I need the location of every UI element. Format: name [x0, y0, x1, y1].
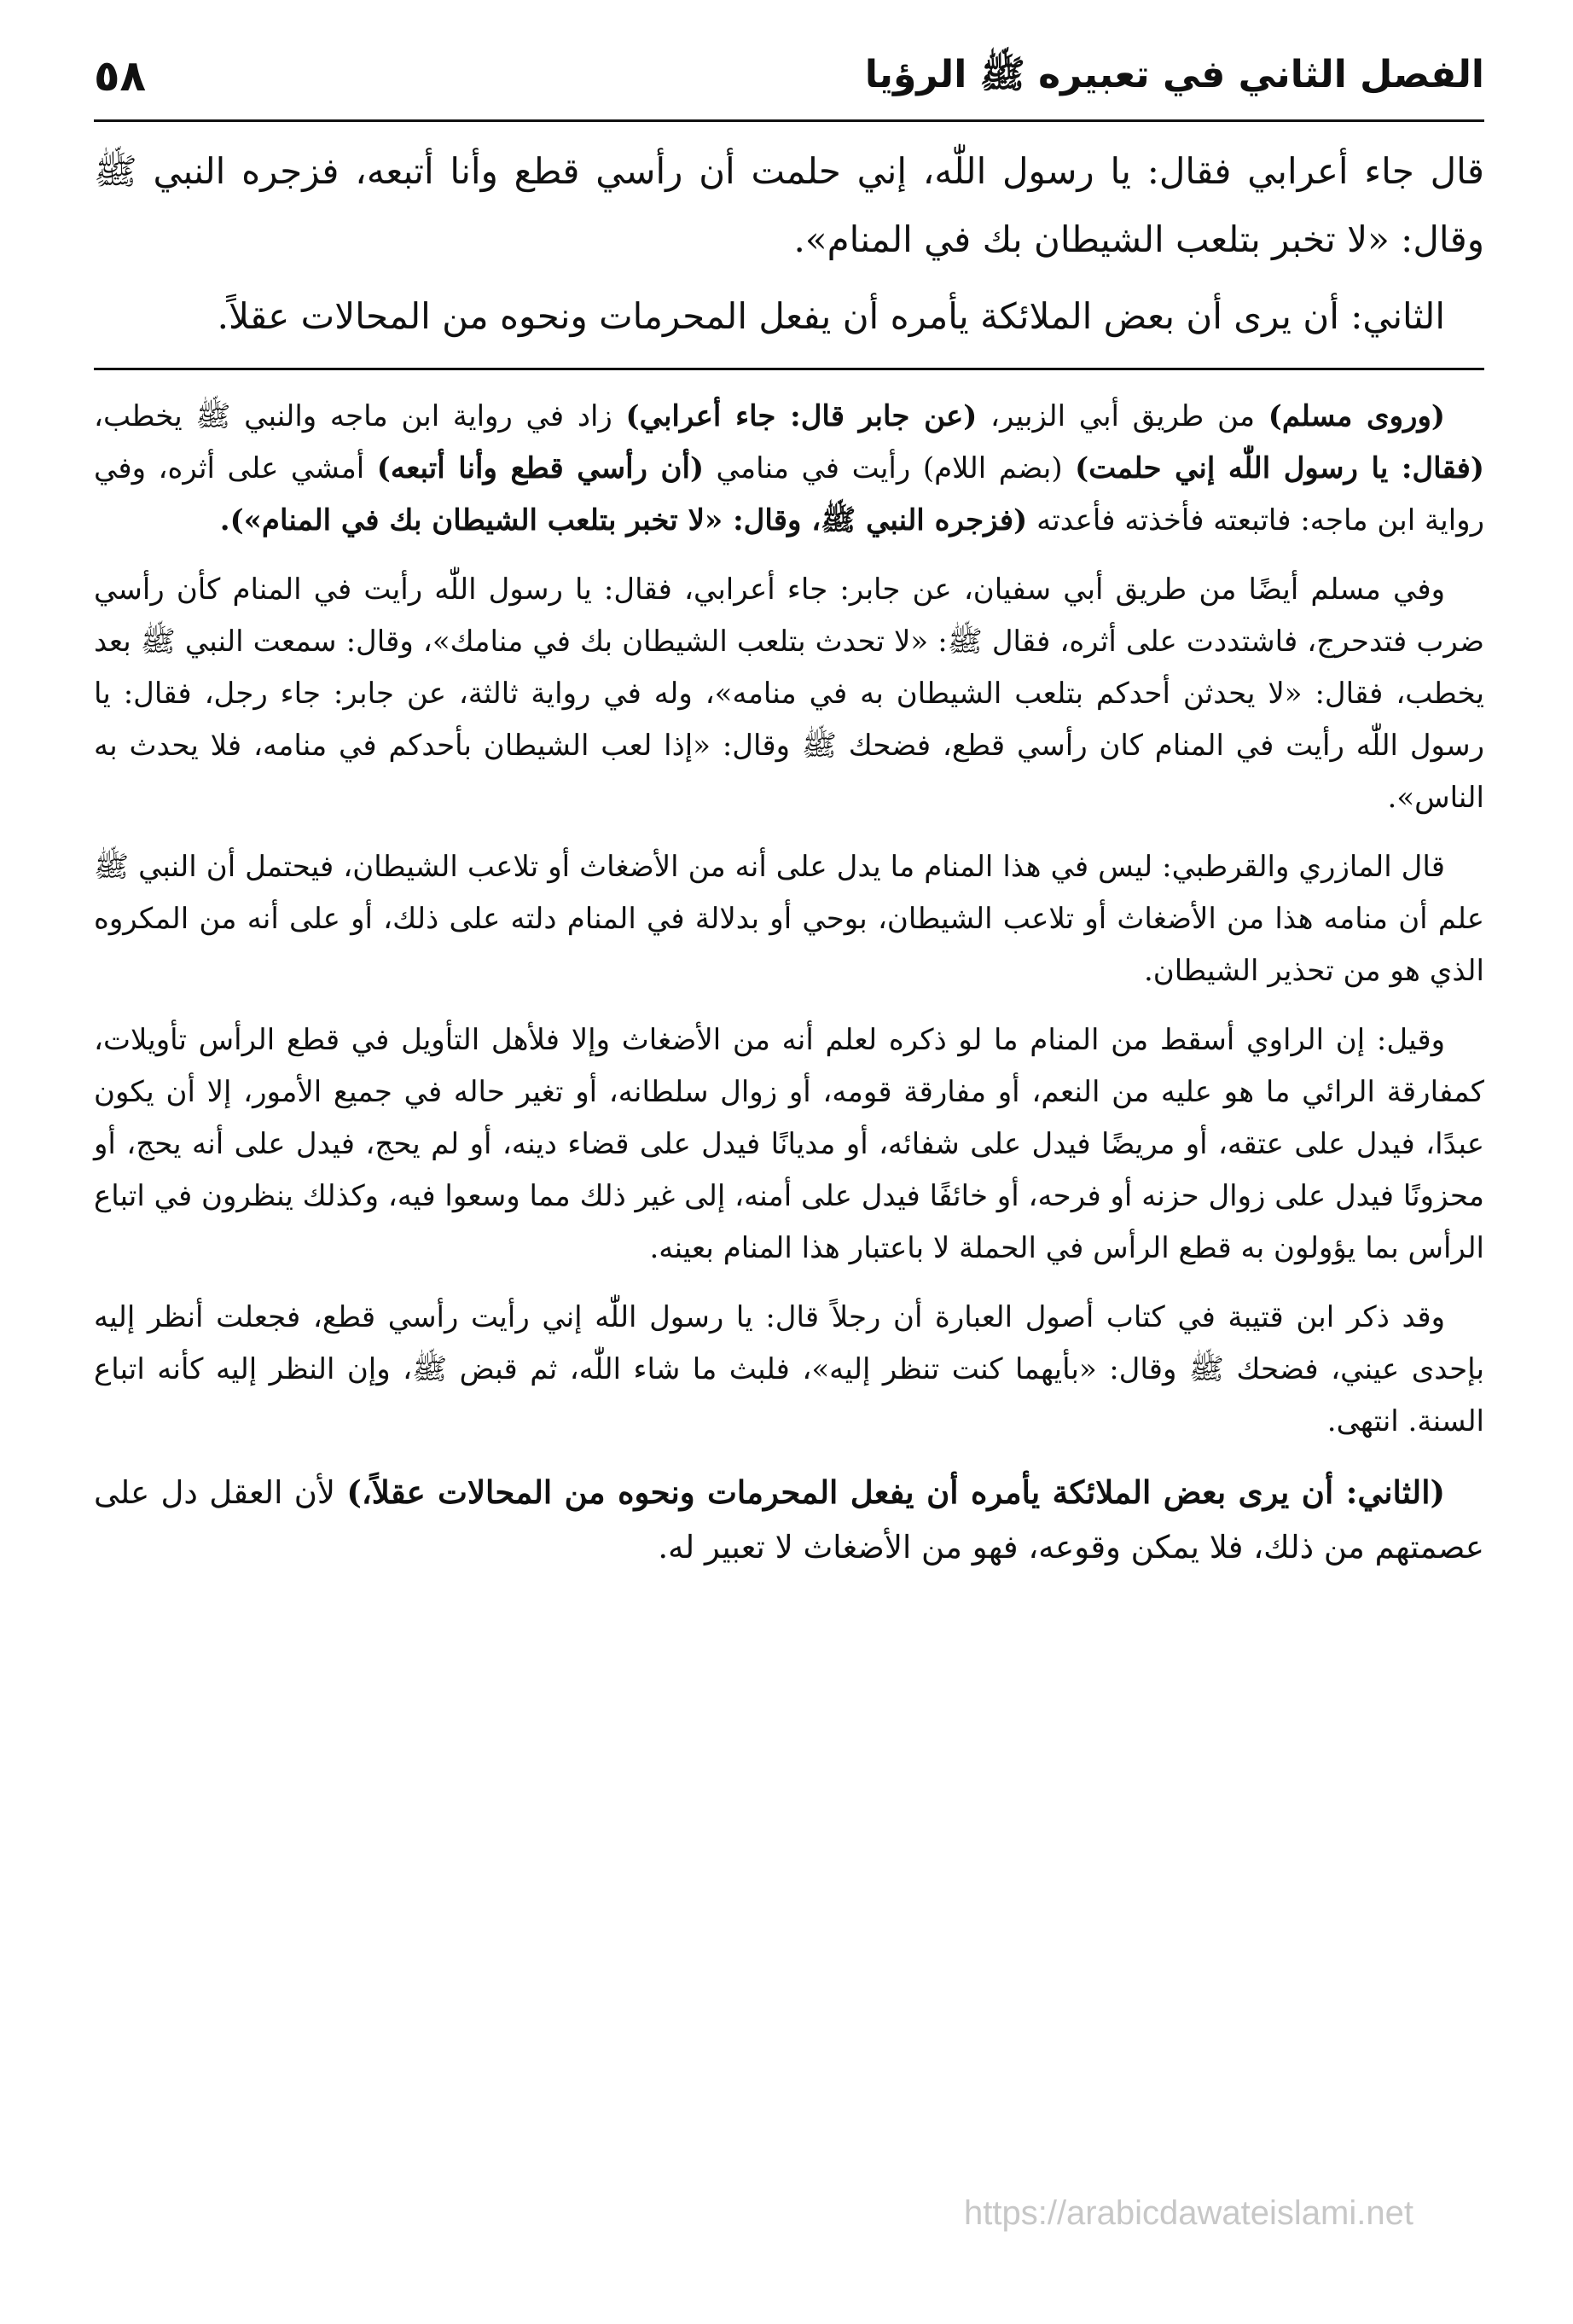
- commentary-paragraph-1: [94, 391, 1484, 547]
- commentary-paragraph-2: وفي مسلم أيضًا من طريق أبي سفيان، عن جابر: جاء أعرابي، فقال: يا رسول اللّٰه رأيت في المنام كأن رأسي ضرب فتدحرج، فاشتددت على أثره، فقال ﷺ: «لا تحدث بتلعب الشيطان بك في منامك»، وقال: سمعت النبي ﷺ بعد يخطب، فقال: «لا يحدثن أحدكم بتلعب الشيطان به في منامه»، وله في رواية ثالثة، عن جابر: جاء رجل، فقال: يا رسول اللّٰه رأيت في المنام كان رأسي قطع، فضحك ﷺ وقال: «إذا لعب الشيطان بأحدكم في منامه، فلا يحدث به الناس».: [94, 572, 1484, 815]
- commentary-text: زاد في رواية ابن ماجه والنبي ﷺ يخطب،: [94, 399, 626, 433]
- commentary-text: أمشي على أثره، وفي رواية ابن ماجه: فاتبعته فأخذته فأعدته: [94, 451, 1484, 537]
- commentary-paragraph-6: [94, 1465, 1484, 1575]
- commentary-paragraph-4: وقيل: إن الراوي أسقط من المنام ما لو ذكره لعلم أنه من الأضغاث وإلا فلأهل التأويل في قطع الرأس تأويلات، كمفارقة الرائي ما هو عليه من النعم، أو مفارقة قومه، أو زوال سلطانه، أو تغير حاله في جميع الأمور، إلا أن يكون عبدًا، فيدل على عتقه، أو مريضًا فيدل على شفائه، أو مديانًا فيدل على قضاء دينه، أو لم يحج، فيدل على أنه يحج، أو محزونًا فيدل على زوال حزنه أو فرحه، أو خائفًا فيدل على أمنه، إلى غير ذلك مما وسعوا فيه، وكذلك ينظرون في اتباع الرأس بما يؤولون به قطع الرأس في الحملة لا باعتبار هذا المنام بعينه.: [94, 1023, 1484, 1265]
- commentary-paragraph-3: قال المازري والقرطبي: ليس في هذا المنام ما يدل على أنه من الأضغاث أو تلاعب الشيطان، فيحتمل أن النبي ﷺ علم أن منامه هذا من الأضغاث أو تلاعب الشيطان، بوحي أو بدلالة في المنام دلته على ذلك، أو على أنه من المكروه الذي هو من تحذير الشيطان.: [94, 850, 1484, 988]
- main-paragraph-2: الثاني: أن يرى أن بعض الملائكة يأمره أن يفعل المحرمات ونحوه من المحالات عقلاً.: [217, 295, 1445, 337]
- running-title: الفصل الثاني في تعبيره ﷺ الرؤيا: [864, 53, 1484, 96]
- quoted-text: (الثاني: أن يرى بعض الملائكة يأمره أن يفعل المحرمات ونحوه من المحالات عقلاً،): [346, 1473, 1445, 1511]
- watermark-url: https://arabicdawateislami.net: [964, 2194, 1413, 2232]
- text-commentary-divider: [94, 368, 1484, 370]
- commentary-paragraph-5: وقد ذكر ابن قتيبة في كتاب أصول العبارة أن رجلاً قال: يا رسول اللّٰه إني رأيت رأسي قطع، فجعلت أنظر إليه بإحدى عيني، فضحك ﷺ وقال: «بأيهما كنت تنظر إليه»، فلبث ما شاء اللّٰه، ثم قبض ﷺ، وإن النظر إليه كأنه اتباع السنة. انتهى.: [94, 1300, 1484, 1438]
- quoted-text: (فزجره النبي ﷺ، وقال: «لا تخبر بتلعب الشيطان بك في المنام»).: [219, 503, 1028, 537]
- page-number: ٥٨: [94, 51, 147, 101]
- page-header: [94, 43, 1484, 122]
- book-page: [94, 43, 1484, 2278]
- commentary: [94, 391, 1484, 1575]
- commentary-text: من طريق أبي الزبير،: [977, 399, 1268, 433]
- quoted-text: (وروى مسلم): [1268, 399, 1445, 433]
- quoted-text: (عن جابر قال: جاء أعرابي): [625, 399, 978, 433]
- quoted-text: (أن رأسي قطع وأنا أتبعه): [376, 451, 705, 485]
- quoted-text: (فقال: يا رسول اللّٰه إني حلمت): [1075, 451, 1484, 485]
- main-text: [94, 137, 1484, 351]
- commentary-text: لأن العقل دل على عصمتهم من ذلك، فلا يمكن وقوعه، فهو من الأضغاث لا تعبير له.: [94, 1474, 1484, 1566]
- commentary-text: (بضم اللام) رأيت في منامي: [704, 451, 1076, 485]
- main-paragraph-1: قال جاء أعرابي فقال: يا رسول اللّٰه، إني حلمت أن رأسي قطع وأنا أتبعه، فزجره النبي ﷺ وقال: «لا تخبر بتلعب الشيطان بك في المنام».: [94, 150, 1484, 260]
